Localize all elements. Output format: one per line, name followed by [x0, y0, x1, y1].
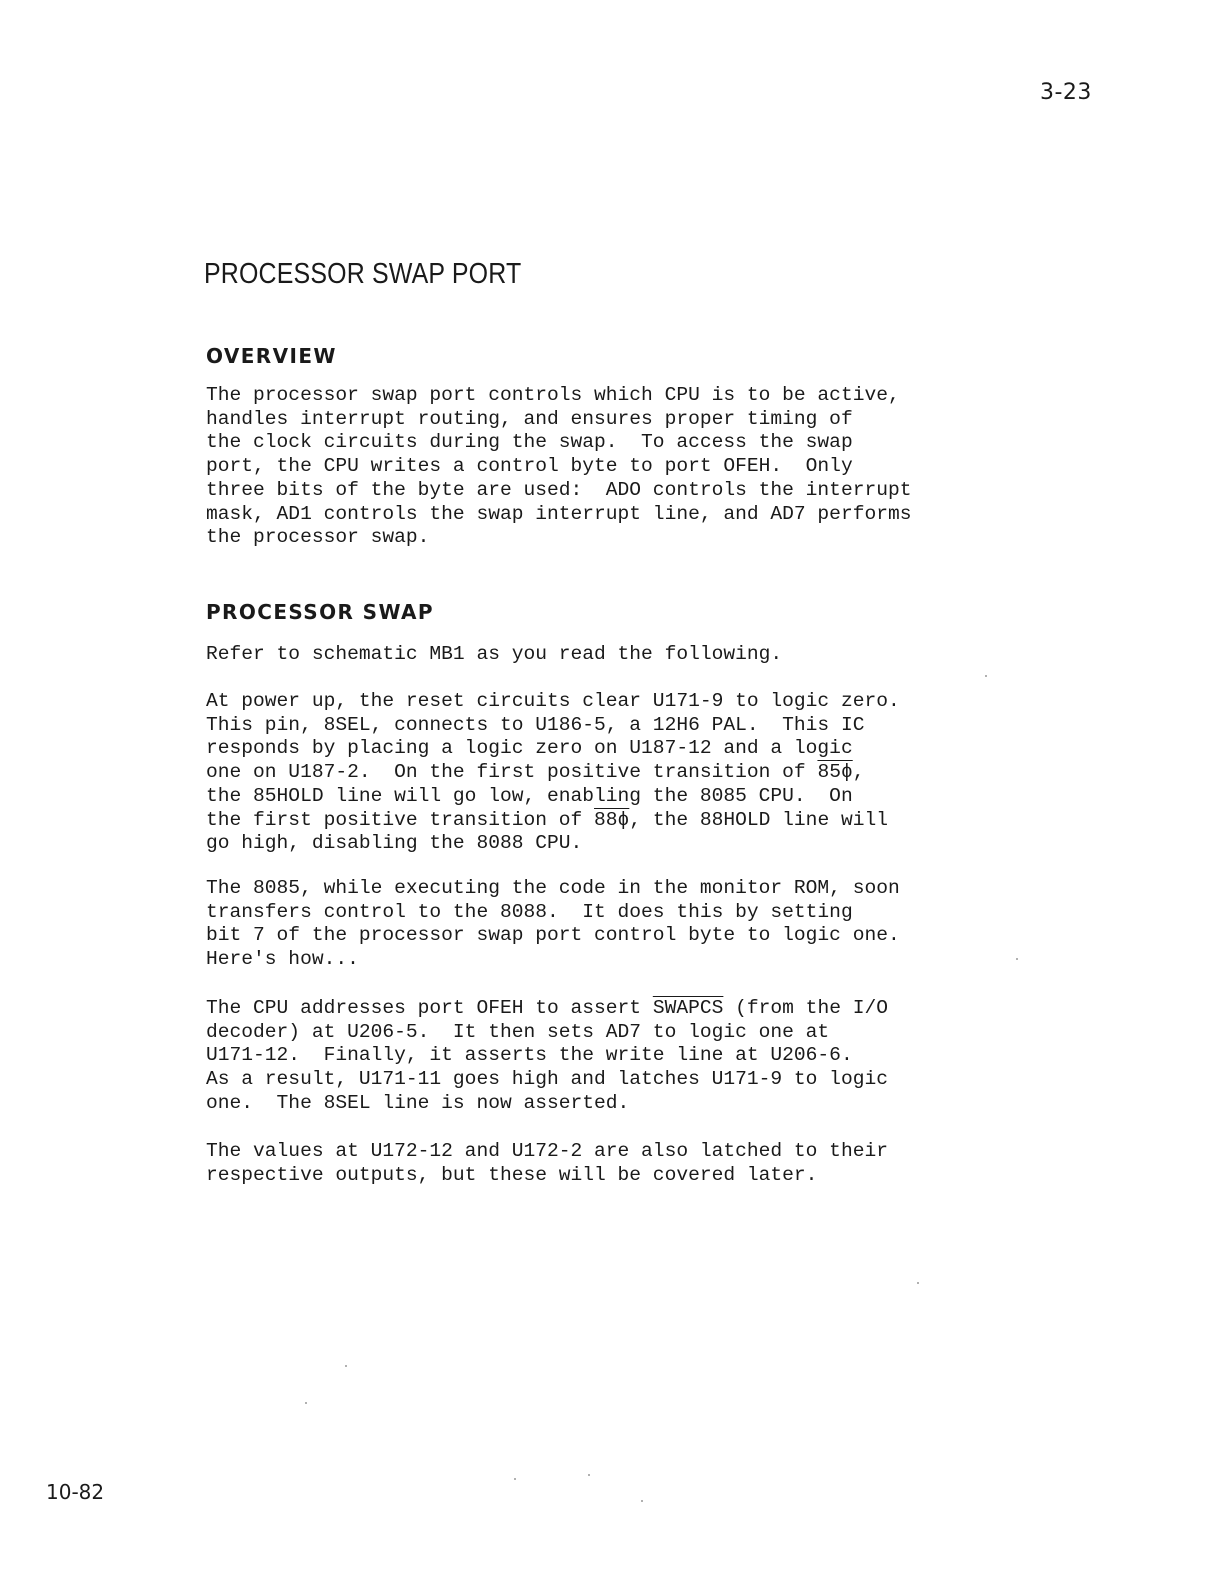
text-segment: one on U187-2. On the first positive transition of — [206, 761, 818, 784]
latched-paragraph — [206, 1140, 966, 1187]
text-line: go high, disabling the 8088 CPU. — [206, 832, 583, 855]
scan-speck — [305, 1402, 307, 1404]
text-line: bit 7 of the processor swap port control byte to logic one. — [206, 924, 900, 947]
text-line: three bits of the byte are used: ADO controls the interrupt — [206, 478, 912, 501]
text-line: The values at U172-12 and U172-2 are also latched to their — [206, 1140, 888, 1162]
text-segment: (from the I/O — [723, 997, 888, 1019]
text-segment: , the 88HOLD line will — [629, 808, 888, 831]
text-segment: , — [852, 761, 865, 784]
text-line: The 8085, while executing the code in the monitor ROM, soon — [206, 877, 900, 899]
text-line: The processor swap port controls which CPU is to be active, — [206, 384, 900, 406]
text-line: port, the CPU writes a control byte to port OFEH. Only — [206, 455, 853, 478]
scan-speck — [641, 1500, 643, 1502]
text-line: the clock circuits during the swap. To access the swap — [206, 431, 853, 454]
text-line: the processor swap. — [206, 526, 430, 549]
page-number: 3-23 — [1040, 80, 1092, 105]
text-line: U171-12. Finally, it asserts the write line at U206-6. — [206, 1044, 853, 1067]
text-line: the 85HOLD line will go low, enabling the 8085 CPU. On — [206, 784, 853, 807]
clock-signal-85-phi: 85ɸ — [817, 761, 853, 784]
text-line: As a result, U171-11 goes high and latches U171-9 to logic — [206, 1068, 888, 1091]
text-line — [206, 761, 966, 785]
scan-speck — [1016, 958, 1018, 960]
text-line: mask, AD1 controls the swap interrupt line, and AD7 performs — [206, 502, 912, 525]
text-line — [206, 997, 966, 1021]
text-line: transfers control to the 8088. It does this by setting — [206, 900, 853, 923]
swapcs-signal: SWAPCS — [652, 997, 724, 1019]
addressing-paragraph — [206, 997, 966, 1116]
text-line: handles interrupt routing, and ensures proper timing of — [206, 407, 853, 430]
text-segment: the first positive transition of — [206, 808, 595, 831]
text-line: respective outputs, but these will be covered later. — [206, 1163, 818, 1186]
scan-speck — [345, 1365, 347, 1367]
scan-speck — [985, 675, 987, 677]
clock-signal-88-phi: 88ɸ — [594, 808, 630, 831]
text-line: Here's how... — [206, 948, 359, 971]
scan-speck — [917, 1282, 919, 1284]
intro-paragraph — [206, 643, 966, 667]
scan-speck — [588, 1474, 590, 1476]
scan-speck — [514, 1478, 516, 1480]
text-segment: The CPU addresses port OFEH to assert — [206, 997, 653, 1019]
processor-swap-heading: PROCESSOR SWAP — [206, 600, 434, 624]
text-line: decoder) at U206-5. It then sets AD7 to logic one at — [206, 1020, 830, 1043]
footer-date-code: 10-82 — [46, 1480, 105, 1504]
text-line: one. The 8SEL line is now asserted. — [206, 1091, 630, 1114]
text-line: Refer to schematic MB1 as you read the following. — [206, 643, 783, 665]
power-up-paragraph — [206, 690, 966, 856]
transfer-paragraph — [206, 877, 966, 972]
text-line: At power up, the reset circuits clear U171-9 to logic zero. — [206, 690, 900, 712]
section-title: PROCESSOR SWAP PORT — [204, 258, 522, 290]
text-line: responds by placing a logic zero on U187-12 and a logic — [206, 737, 853, 760]
text-line: This pin, 8SEL, connects to U186-5, a 12H6 PAL. This IC — [206, 713, 865, 736]
overview-heading: OVERVIEW — [206, 344, 337, 368]
overview-paragraph — [206, 384, 966, 550]
text-line — [206, 809, 966, 833]
